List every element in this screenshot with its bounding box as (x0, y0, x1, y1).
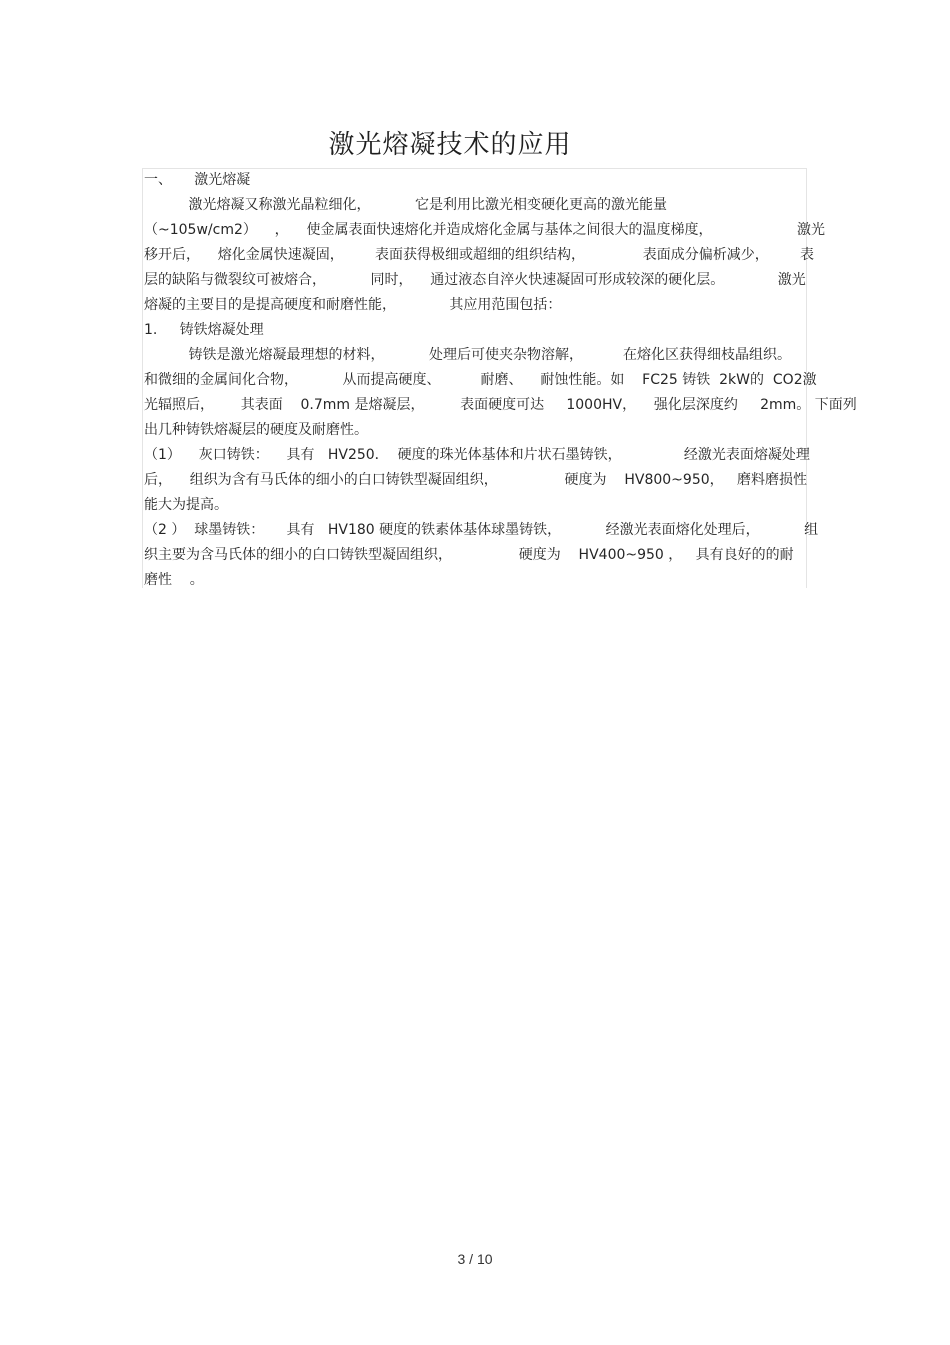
body-line: 磨性 。 (144, 572, 204, 588)
body-line: 层的缺陷与微裂纹可被熔合， 同时， 通过液态自淬火快速凝固可形成较深的硬化层。 激光 (144, 272, 806, 288)
body-line: 织主要为含马氏体的细小的白口铸铁型凝固组织， 硬度为 HV400~950 ， 具有良好的的耐 (144, 547, 794, 563)
body-line: 移开后， 熔化金属快速凝固， 表面获得极细或超细的组织结构， 表面成分偏析减少， 表 (144, 247, 814, 263)
section-heading: 一、 激光熔凝 (144, 172, 251, 188)
body-line: 能大为提高。 (144, 497, 228, 513)
body-line: 光辐照后， 其表面 0.7mm 是熔凝层， 表面硬度可达 1000HV， 强化层深度约 2mm。 下面列 (144, 397, 857, 413)
body-line: 激光熔凝又称激光晶粒细化， 它是利用比激光相变硬化更高的激光能量 (144, 197, 668, 213)
body-line: 熔凝的主要目的是提高硬度和耐磨性能， 其应用范围包括： (144, 297, 562, 313)
page-number: 3 / 10 (457, 1251, 493, 1267)
list-item: （1） 灰口铸铁： 具有 HV250． 硬度的珠光体基体和片状石墨铸铁， 经激光表面熔凝处理 (144, 447, 810, 463)
body-line: 后， 组织为含有马氏体的细小的白口铸铁型凝固组织， 硬度为 HV800~950， 磨料磨损性 (144, 472, 807, 488)
body-line: 铸铁是激光熔凝最理想的材料， 处理后可使夹杂物溶解， 在熔化区获得细枝晶组织。 (144, 347, 792, 363)
subsection-heading: 1. 铸铁熔凝处理 (144, 322, 264, 338)
page-title: 激光熔凝技术的应用 (328, 130, 572, 160)
body-line: 和微细的金属间化合物， 从而提高硬度、 耐磨、 耐蚀性能。如 FC25 铸铁 2kW的 CO2激 (144, 372, 817, 388)
body-line: （~105w/cm2） ， 使金属表面快速熔化并造成熔化金属与基体之间很大的温度梯度， 激光 (144, 222, 826, 238)
list-item: （2 ） 球墨铸铁： 具有 HV180 硬度的铁素体基体球墨铸铁， 经激光表面熔化处理后， 组 (144, 522, 819, 538)
body-line: 出几种铸铁熔凝层的硬度及耐磨性。 (144, 422, 368, 438)
